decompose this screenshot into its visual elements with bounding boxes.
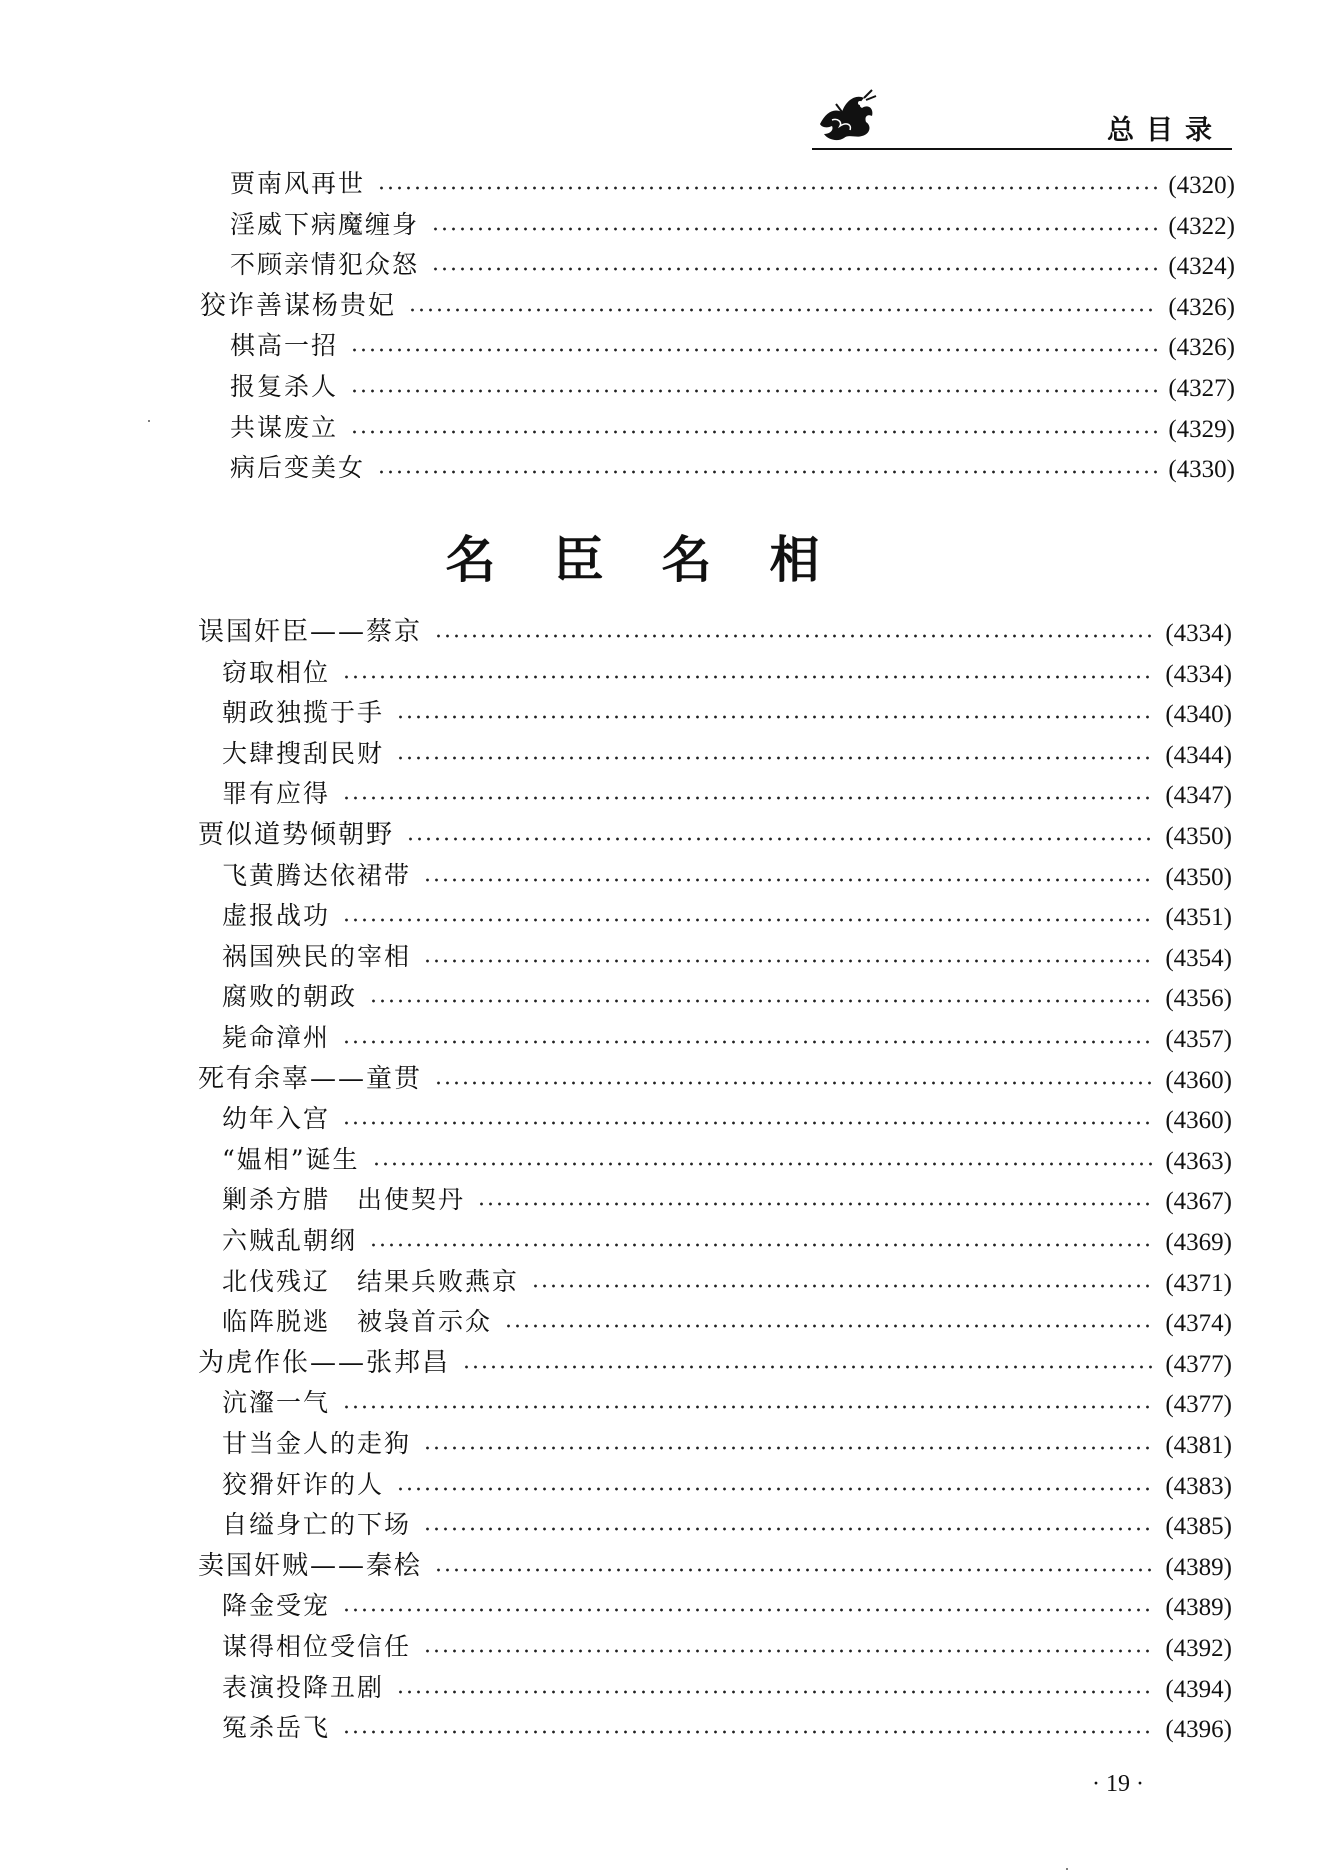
dot-leader — [342, 674, 1155, 680]
toc-entry-page: (4340) — [1165, 701, 1232, 729]
dot-leader — [342, 917, 1155, 923]
dot-leader — [396, 1689, 1155, 1695]
toc-subentry[interactable] — [222, 1304, 1232, 1338]
toc-subentry[interactable] — [222, 979, 1232, 1013]
dot-leader — [372, 1161, 1156, 1167]
toc-entry-title: 不顾亲情犯众怒 — [230, 250, 420, 280]
toc-chapter-entry[interactable] — [198, 1061, 1232, 1095]
toc-entry-title: 大肆搜刮民财 — [222, 738, 385, 768]
toc-subentry[interactable] — [222, 1588, 1232, 1622]
running-header — [812, 86, 1232, 152]
toc-entry-title: 甘当金人的走狗 — [222, 1429, 412, 1458]
section-heading: 名臣名相 — [445, 530, 878, 589]
toc-subentry[interactable] — [222, 1467, 1232, 1501]
toc-subentry[interactable] — [222, 1020, 1232, 1054]
toc-chapter-entry[interactable] — [198, 817, 1232, 851]
toc-entry-title: 冤杀岳飞 — [222, 1713, 331, 1743]
dot-leader — [423, 1526, 1155, 1532]
toc-subentry[interactable] — [230, 166, 1235, 200]
toc-entry-page: (4347) — [1165, 782, 1232, 810]
toc-subentry[interactable] — [222, 1629, 1232, 1663]
toc-entry-title: 窃取相位 — [222, 657, 331, 687]
header-rule — [812, 148, 1232, 150]
dot-leader — [431, 266, 1158, 272]
toc-entry-title: 虚报战功 — [222, 901, 331, 931]
toc-subentry[interactable] — [222, 736, 1232, 770]
toc-entry-page: (4350) — [1165, 823, 1232, 850]
toc-subentry[interactable] — [222, 1426, 1232, 1460]
toc-subentry[interactable] — [222, 655, 1232, 689]
toc-entry-page: (4330) — [1168, 456, 1235, 484]
toc-entry-page: (4394) — [1165, 1675, 1232, 1703]
toc-subentry[interactable] — [230, 328, 1235, 362]
toc-entry-title: 降金受宠 — [222, 1591, 331, 1621]
toc-entry-title: 幼年入宫 — [222, 1104, 331, 1134]
toc-entry-title: 沆瀣一气 — [222, 1388, 331, 1418]
toc-subentry[interactable] — [222, 1385, 1232, 1419]
toc-subentry[interactable] — [230, 369, 1235, 403]
toc-entry-title: 病后变美女 — [230, 453, 366, 483]
toc-entry-page: (4334) — [1165, 620, 1232, 647]
toc-chapter-entry[interactable] — [198, 614, 1232, 648]
toc-entry-title: 表演投降丑剧 — [222, 1672, 385, 1702]
toc-subentry[interactable] — [222, 1142, 1232, 1176]
toc-entry-title: 狡猾奸诈的人 — [222, 1469, 385, 1499]
dot-leader — [434, 633, 1155, 639]
toc-entry-page: (4356) — [1165, 985, 1232, 1013]
toc-subentry[interactable] — [222, 1507, 1232, 1541]
toc-entry-title: 误国奸臣——蔡京 — [198, 617, 423, 647]
toc-entry-page: (4344) — [1165, 741, 1232, 769]
dot-leader — [396, 1486, 1155, 1492]
toc-subentry[interactable] — [230, 247, 1235, 281]
toc-subentry[interactable] — [222, 939, 1232, 973]
toc-subentry[interactable] — [222, 1223, 1232, 1257]
dot-leader — [423, 1445, 1155, 1451]
toc-entry-title: 飞黄腾达依裙带 — [222, 860, 412, 890]
toc-entry-title: 共谋废立 — [230, 412, 339, 442]
toc-entry-title: 谋得相位受信任 — [222, 1632, 412, 1661]
toc-entry-title: 为虎作伥——张邦昌 — [198, 1347, 451, 1378]
toc-entry-title: 贾南风再世 — [230, 169, 366, 198]
dot-leader — [342, 1607, 1155, 1613]
toc-entry-page: (4383) — [1165, 1472, 1232, 1500]
toc-subentry[interactable] — [222, 1264, 1232, 1298]
toc-entry-title: “媪相”诞生 — [222, 1144, 360, 1174]
toc-entry-page: (4324) — [1168, 253, 1235, 281]
toc-entry-title: 六贼乱朝纲 — [222, 1226, 358, 1255]
toc-entry-title: 北伐残辽 结果兵败燕京 — [222, 1266, 520, 1296]
toc-entry-page: (4326) — [1168, 293, 1235, 321]
dot-leader — [531, 1283, 1155, 1289]
toc-entry-page: (4334) — [1165, 660, 1232, 688]
toc-entry-title: 棋高一招 — [230, 331, 339, 361]
toc-subentry[interactable] — [222, 898, 1232, 932]
toc-subentry[interactable] — [222, 858, 1232, 892]
dot-leader — [477, 1201, 1155, 1207]
toc-entry-page: (4357) — [1165, 1026, 1232, 1053]
dot-leader — [350, 347, 1158, 353]
dot-leader — [434, 1567, 1155, 1573]
toc-entry-title: 贾似道势倾朝野 — [198, 820, 395, 850]
toc-entry-page: (4377) — [1165, 1350, 1232, 1378]
toc-entry-page: (4320) — [1168, 172, 1235, 199]
toc-entry-title: 毙命漳州 — [222, 1023, 331, 1052]
toc-entry-page: (4354) — [1165, 944, 1232, 972]
toc-entry-page: (4363) — [1165, 1147, 1232, 1175]
dot-leader — [369, 998, 1155, 1004]
dot-leader — [504, 1323, 1155, 1329]
dot-leader — [377, 469, 1158, 475]
toc-entry-page: (4392) — [1165, 1635, 1232, 1662]
toc-entry-title: 报复杀人 — [230, 372, 339, 401]
toc-entry-page: (4327) — [1168, 375, 1235, 402]
page-number: · 19 · — [1092, 1771, 1144, 1797]
toc-entry-page: (4389) — [1165, 1553, 1232, 1581]
toc-entry-title: 朝政独揽于手 — [222, 698, 385, 728]
dragon-icon — [812, 86, 882, 144]
dot-leader — [406, 836, 1155, 842]
scan-speck — [148, 420, 150, 422]
toc-entry-page: (4371) — [1165, 1269, 1232, 1297]
toc-entry-title: 罪有应得 — [222, 779, 331, 809]
dot-leader — [462, 1364, 1155, 1370]
toc-entry-title: 死有余辜——童贯 — [198, 1063, 423, 1094]
dot-leader — [423, 877, 1155, 883]
toc-entry-page: (4381) — [1165, 1432, 1232, 1459]
toc-subentry[interactable] — [222, 1670, 1232, 1704]
toc-entry-page: (4389) — [1165, 1594, 1232, 1622]
dot-leader — [423, 958, 1155, 964]
toc-entry-title: 淫威下病魔缠身 — [230, 209, 420, 239]
dot-leader — [396, 714, 1155, 720]
toc-entry-page: (4360) — [1165, 1107, 1232, 1135]
toc-entry-page: (4369) — [1165, 1229, 1232, 1256]
toc-entry-page: (4396) — [1165, 1716, 1232, 1744]
dot-leader — [377, 185, 1158, 191]
toc-chapter-entry[interactable] — [198, 1345, 1232, 1379]
dot-leader — [350, 388, 1158, 394]
toc-subentry[interactable] — [230, 450, 1235, 484]
toc-subentry[interactable] — [230, 207, 1235, 241]
toc-entry-page: (4351) — [1165, 904, 1232, 932]
toc-subentry[interactable] — [222, 1710, 1232, 1744]
toc-entry-page: (4374) — [1165, 1310, 1232, 1338]
toc-entry-page: (4322) — [1168, 212, 1235, 240]
dot-leader — [408, 307, 1158, 313]
toc-subentry[interactable] — [222, 695, 1232, 729]
dot-leader — [369, 1242, 1155, 1248]
dot-leader — [431, 226, 1158, 232]
dot-leader — [396, 755, 1155, 761]
scan-speck — [1066, 1868, 1068, 1870]
toc-entry-page: (4350) — [1165, 863, 1232, 891]
toc-entry-title: 自缢身亡的下场 — [222, 1510, 412, 1540]
header-title: 总目录 — [1107, 115, 1224, 146]
dot-leader — [342, 1120, 1155, 1126]
toc-entry-title: 卖国奸贼——秦桧 — [198, 1550, 423, 1581]
dot-leader — [342, 795, 1155, 801]
toc-entry-page: (4326) — [1168, 334, 1235, 362]
dot-leader — [423, 1648, 1155, 1654]
toc-subentry[interactable] — [222, 776, 1232, 810]
toc-entry-page: (4360) — [1165, 1066, 1232, 1094]
dot-leader — [434, 1080, 1155, 1086]
toc-entry-title: 临阵脱逃 被袅首示众 — [222, 1307, 493, 1337]
toc-entry-page: (4329) — [1168, 415, 1235, 443]
dot-leader — [342, 1729, 1155, 1735]
toc-entry-title: 祸国殃民的宰相 — [222, 941, 412, 971]
toc-entry-title: 狡诈善谋杨贵妃 — [200, 290, 397, 321]
dot-leader — [350, 429, 1158, 435]
dot-leader — [342, 1039, 1155, 1045]
toc-entry-page: (4385) — [1165, 1513, 1232, 1541]
toc-subentry[interactable] — [222, 1101, 1232, 1135]
toc-subentry[interactable] — [230, 410, 1235, 444]
toc-entry-title: 剿杀方腊 出使契丹 — [222, 1185, 466, 1215]
toc-entry-page: (4377) — [1165, 1391, 1232, 1419]
toc-chapter-entry[interactable] — [200, 288, 1235, 322]
toc-entry-title: 腐败的朝政 — [222, 982, 358, 1012]
toc-entry-page: (4367) — [1165, 1188, 1232, 1216]
toc-subentry[interactable] — [222, 1182, 1232, 1216]
dot-leader — [342, 1404, 1155, 1410]
toc-chapter-entry[interactable] — [198, 1548, 1232, 1582]
